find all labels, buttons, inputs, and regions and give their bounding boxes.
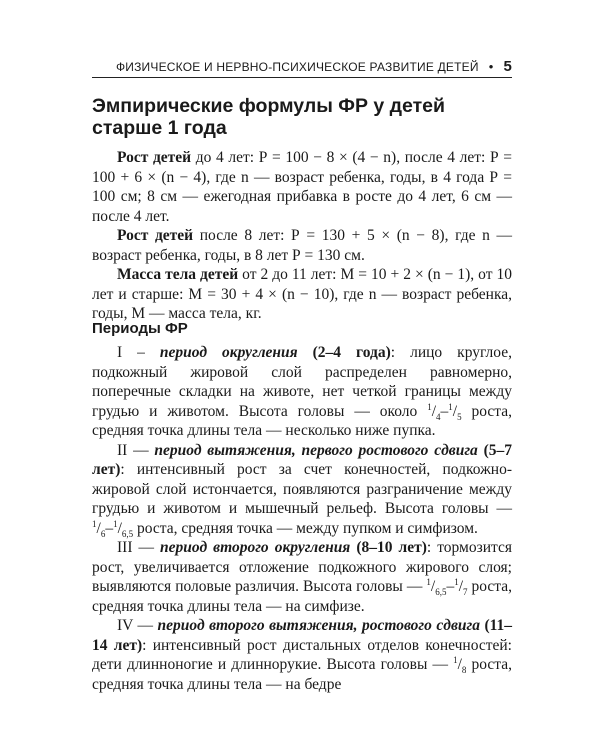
running-title: ФИЗИЧЕСКОЕ И НЕРВНО-ПСИХИЧЕСКОЕ РАЗВИТИЕ ДЕТЕЙ (115, 60, 479, 74)
fraction-denominator: 6,5 (435, 587, 447, 598)
page-number: 5 (503, 58, 512, 75)
formulas-block (92, 148, 512, 324)
colon: : (120, 461, 125, 478)
period-name: период вытяжения, первого ростового сдвига (154, 441, 478, 459)
period-text: роста, средняя точка длины тела — несколько ниже пупка. (92, 402, 512, 439)
period-number: IV — (117, 617, 158, 634)
fraction-denominator: 5 (457, 411, 462, 422)
paragraph-height-under-4 (92, 148, 512, 226)
period-name: период округления (159, 344, 298, 361)
period-text: роста, средняя точка — между пупком и симфизом. (133, 519, 478, 537)
period-text: роста, средняя точка длины тела — на бедре (92, 656, 512, 693)
fraction-denominator: 7 (463, 587, 468, 598)
colon: : (426, 539, 432, 556)
fraction-numerator: 1 (454, 576, 459, 587)
period-number: II — (117, 441, 155, 459)
period-age: (11–14 лет) (92, 617, 512, 654)
fraction-numerator: 1 (92, 518, 97, 529)
subsection-title: Периоды ФР (92, 320, 188, 337)
term-height: Рост детей (117, 149, 192, 166)
fraction-numerator: 1 (113, 518, 118, 529)
period-3 (92, 538, 512, 616)
formula-text: от 2 до 11 лет: М = 10 + 2 × (n − 1), от 10 лет и старше: М = 30 + 4 × (n − 10), где n — возраст ребенка, годы, М — масса тела, кг. (92, 266, 512, 322)
paragraph-height-over-8 (92, 226, 512, 265)
fraction-denominator: 6,5 (121, 528, 134, 539)
range-dash: – (440, 402, 449, 420)
period-name: период второго вытяжения, ростового сдвига (157, 617, 480, 634)
period-1 (92, 343, 512, 441)
range-dash: – (446, 578, 455, 595)
range-dash: – (105, 519, 114, 537)
fraction-range: $^1/_{6,5}-^1/_7$ (426, 576, 468, 598)
fraction-numerator: 1 (427, 401, 432, 412)
fraction-denominator: 4 (436, 411, 441, 422)
fraction-numerator: 1 (453, 654, 458, 665)
period-text: роста, средняя точка длины тела — на симфизе. (92, 578, 513, 615)
fraction-numerator: 1 (448, 401, 453, 412)
period-text: интенсивный рост дистальных отделов конечностей: дети длинноногие и длиннорукие. Высота головы — (92, 636, 512, 673)
fraction-denominator: 8 (461, 665, 467, 676)
period-text: интенсивный рост за счет конечностей, подкожно-жировой слой истончается, появляются разграничение между грудью и животом и мышечный рельеф. Высота головы — (92, 461, 512, 517)
colon: : (390, 344, 396, 361)
formula-text: после 8 лет: Р = 130 + 5 × (n − 8), где n — возраст ребенка, годы, в 8 лет Р = 130 см. (92, 227, 512, 264)
fraction: $^1/_8$ (453, 654, 467, 676)
paragraph-body-mass (92, 265, 512, 324)
term-body-mass: Масса тела детей (117, 266, 239, 283)
period-4 (92, 616, 512, 694)
period-number: I – (117, 344, 160, 361)
period-text: тормозится рост, увеличивается отложение подкожного жирового слоя; выявляются половые различия. Высота головы — (92, 539, 512, 595)
header-rule (92, 77, 512, 78)
period-age: (5–7 лет) (92, 441, 512, 478)
fraction-numerator: 1 (426, 576, 431, 587)
section-title: Эмпирические формулы ФР у детей старше 1 года (92, 95, 445, 139)
fraction-range: $^1/_4-^1/_5$ (427, 401, 462, 422)
formula-text: до 4 лет: Р = 100 − 8 × (4 − n), после 4 лет: Р = 100 + 6 × (n − 4), где n — возраст ребенка, годы, в 4 года Р = 100 см; 8 см — ежегодная прибавка в росте до 4 лет, 6 см — после 4 лет. (92, 149, 512, 225)
fraction-range: $^1/_6-^1/_{6,5}$ (92, 518, 134, 539)
period-2 (92, 441, 512, 539)
term-height: Рост детей (117, 227, 194, 244)
period-number: III — (117, 539, 161, 556)
colon: : (142, 636, 147, 654)
periods-block (92, 343, 512, 694)
period-age: (2–4 года) (297, 344, 391, 361)
period-age: (8–10 лет) (350, 539, 427, 556)
period-name: период второго округления (160, 539, 351, 556)
running-header (92, 58, 512, 75)
fraction-denominator: 6 (100, 528, 106, 539)
period-text: лицо круглое, подкожный жировой слой распределен равномерно, поперечные складки на животе, нет четкой границы между грудью и животом. Высота головы — около (92, 344, 512, 420)
header-bullet: • (488, 59, 494, 74)
